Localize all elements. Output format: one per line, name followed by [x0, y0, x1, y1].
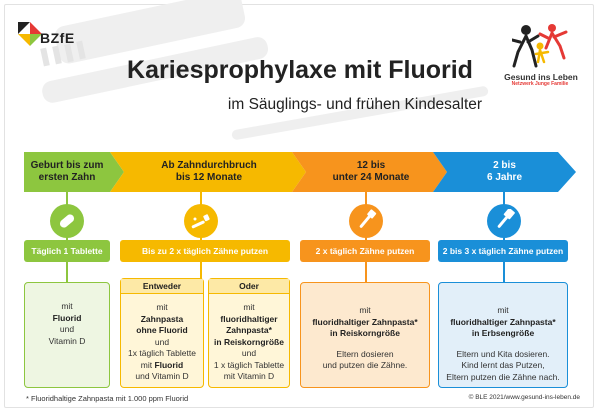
stage-4-box: mit fluoridhaltiger Zahnpasta* in Erbsengröße Eltern und Kita dosieren. Kind lernt das Putzen, Eltern putzen die Zähne nach.	[438, 282, 568, 388]
stage-3-label: 2 x täglich Zähne putzen	[300, 240, 430, 262]
stage-4-arrow: 2 bis 6 Jahre	[486, 160, 523, 183]
toothbrush-small-icon	[189, 209, 213, 233]
toothbrush-large-icon	[492, 209, 516, 233]
oder-box: Oder mit fluoridhaltiger Zahnpasta* in Reiskorngröße und 1 x täglich Tablette mit Vitamin D	[208, 278, 290, 388]
bzfe-logo-text: BZfE	[40, 30, 75, 46]
page-title: Kariesprophylaxe mit Fluorid	[127, 56, 473, 84]
stage-2-circle	[184, 204, 218, 238]
footnote: * Fluoridhaltige Zahnpasta mit 1.000 ppm Fluorid	[26, 394, 189, 403]
copyright: © BLE 2021/www.gesund-ins-leben.de	[468, 394, 580, 401]
stage-4-label: 2 bis 3 x täglich Zähne putzen	[438, 240, 568, 262]
stage-1-circle	[50, 204, 84, 238]
oder-heading: Oder	[209, 279, 289, 294]
stage-1-box: mit Fluorid und Vitamin D	[24, 282, 110, 388]
stage-1-arrow: Geburt bis zum ersten Zahn	[30, 160, 104, 183]
stage-1-label: Täglich 1 Tablette	[24, 240, 110, 262]
tablet-icon	[56, 210, 78, 232]
entweder-heading: Entweder	[121, 279, 203, 294]
stage-3-circle	[349, 204, 383, 238]
partner-name: Gesund ins Leben	[504, 72, 578, 82]
stage-3-box: mit fluoridhaltiger Zahnpasta* in Reiskorngröße Eltern dosieren und putzen die Zähne.	[300, 282, 430, 388]
page-subtitle: im Säuglings- und frühen Kindesalter	[227, 96, 483, 113]
stage-3-arrow: 12 bis unter 24 Monate	[332, 160, 410, 183]
entweder-box: Entweder mit Zahnpasta ohne Fluorid und 1x täglich Tablette mit Fluorid und Vitamin D	[120, 278, 204, 388]
stage-2-arrow: Ab Zahndurchbruch bis 12 Monate	[161, 160, 257, 183]
toothbrush-medium-icon	[354, 209, 378, 233]
stage-2-label: Bis zu 2 x täglich Zähne putzen	[120, 240, 290, 262]
stage-4-circle	[487, 204, 521, 238]
partner-tagline: Netzwerk Junge Familie	[511, 81, 569, 87]
bzfe-logo-icon	[18, 22, 42, 46]
